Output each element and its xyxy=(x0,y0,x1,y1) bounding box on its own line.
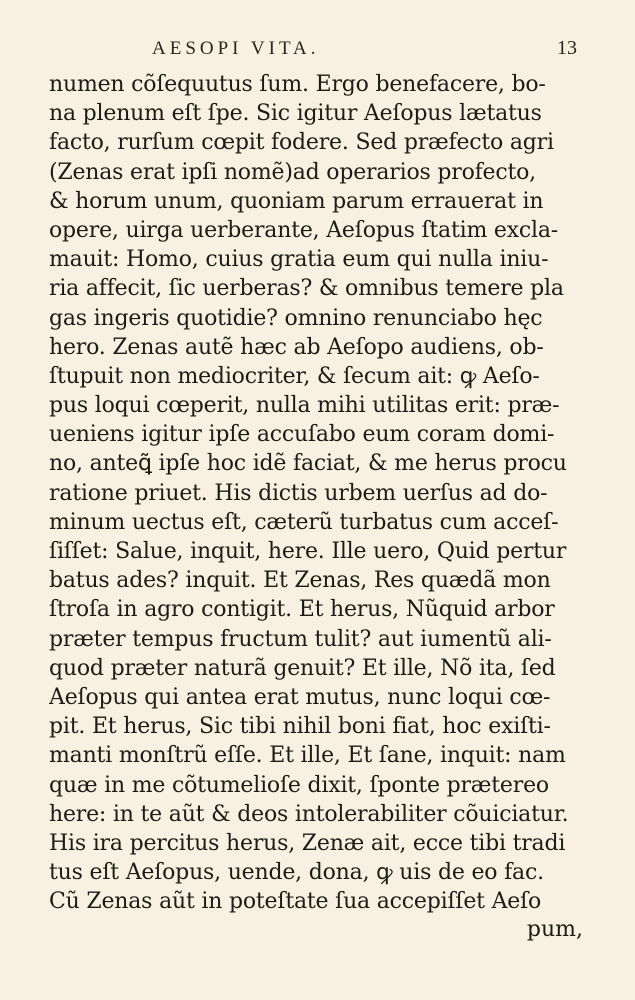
text-line: hero. Zenas autẽ hæc ab Aeſopo audiens, ob- xyxy=(49,334,544,360)
text-line: pus loqui cœperit, nulla mihi utilitas erit: præ- xyxy=(49,393,560,419)
text-line: Cũ Zenas aũt in poteſtate ſua accepiſſet Aeſo xyxy=(49,889,542,915)
text-line: ſtroſa in agro contigit. Et herus, Nũquid arbor xyxy=(49,597,555,623)
text-line: His ira percitus herus, Zenæ ait, ecce tibi tradi xyxy=(49,830,566,856)
text-line: ſtupuit non mediocriter, & ſecum ait: ꝙ Aeſo- xyxy=(49,363,540,389)
text-line: ratione priuet. His dictis urbem uerſus ad do- xyxy=(49,480,548,506)
text-line: mauit: Homo, cuius gratia eum qui nulla iniu- xyxy=(49,247,549,273)
text-line: ria affecit, ſic uerberas? & omnibus temere pla xyxy=(49,276,564,302)
text-line: Aeſopus qui antea erat mutus, nunc loqui cœ- xyxy=(49,684,551,710)
text-line: (Zenas erat ipſi nomẽ)ad operarios profecto, xyxy=(49,159,536,185)
text-line: quæ in me cõtumelioſe dixit, ſponte prætereo xyxy=(49,772,549,798)
text-line: gas ingeris quotidie? omnino renunciabo hęc xyxy=(49,305,543,331)
text-line: no, anteꝗ̃ ipſe hoc idẽ faciat, & me herus procu xyxy=(49,451,567,477)
text-line: & horum unum, quoniam parum errauerat in xyxy=(49,188,544,214)
text-line: ſiſſet: Salue, inquit, here. Ille uero, Quid pertur xyxy=(49,539,567,564)
text-line: quod præter naturã genuit? Et ille, Nõ ita, ſed xyxy=(49,655,556,681)
text-line: pit. Et herus, Sic tibi nihil boni fiat, hoc exiſti- xyxy=(49,714,551,740)
text-line: minum uectus eſt, cæterũ turbatus cum acceſ- xyxy=(49,509,559,535)
text-line: batus ades? inquit. Et Zenas, Res quædã mon xyxy=(49,568,551,594)
text-line: na plenum eſt ſpe. Sic igitur Aeſopus lætatus xyxy=(49,101,542,127)
running-title: AESOPI VITA. xyxy=(152,38,320,59)
text-line: numen cõſequutus ſum. Ergo benefacere, bo- xyxy=(49,72,546,97)
text-line: here: in te aũt & deos intolerabiliter cõuiciatur. xyxy=(49,801,569,827)
text-line: facto, rurſum cœpit fodere. Sed præfecto agri xyxy=(49,130,554,156)
text-line: opere, uirga uerberante, Aeſopus ſtatim excla- xyxy=(49,217,559,243)
text-block xyxy=(49,70,594,916)
text-line: ueniens igitur ipſe accuſabo eum coram domi- xyxy=(49,422,555,448)
text-line: manti monſtrũ eſſe. Et ille, Et ſane, inquit: nam xyxy=(49,743,566,769)
text-line: præter tempus fructum tulit? aut iumentũ ali- xyxy=(49,626,552,652)
catchword: pum, xyxy=(526,917,583,942)
page-number: 13 xyxy=(557,37,577,59)
text-line: tus eſt Aeſopus, uende, dona, ꝙ uis de eo fac. xyxy=(49,860,544,886)
